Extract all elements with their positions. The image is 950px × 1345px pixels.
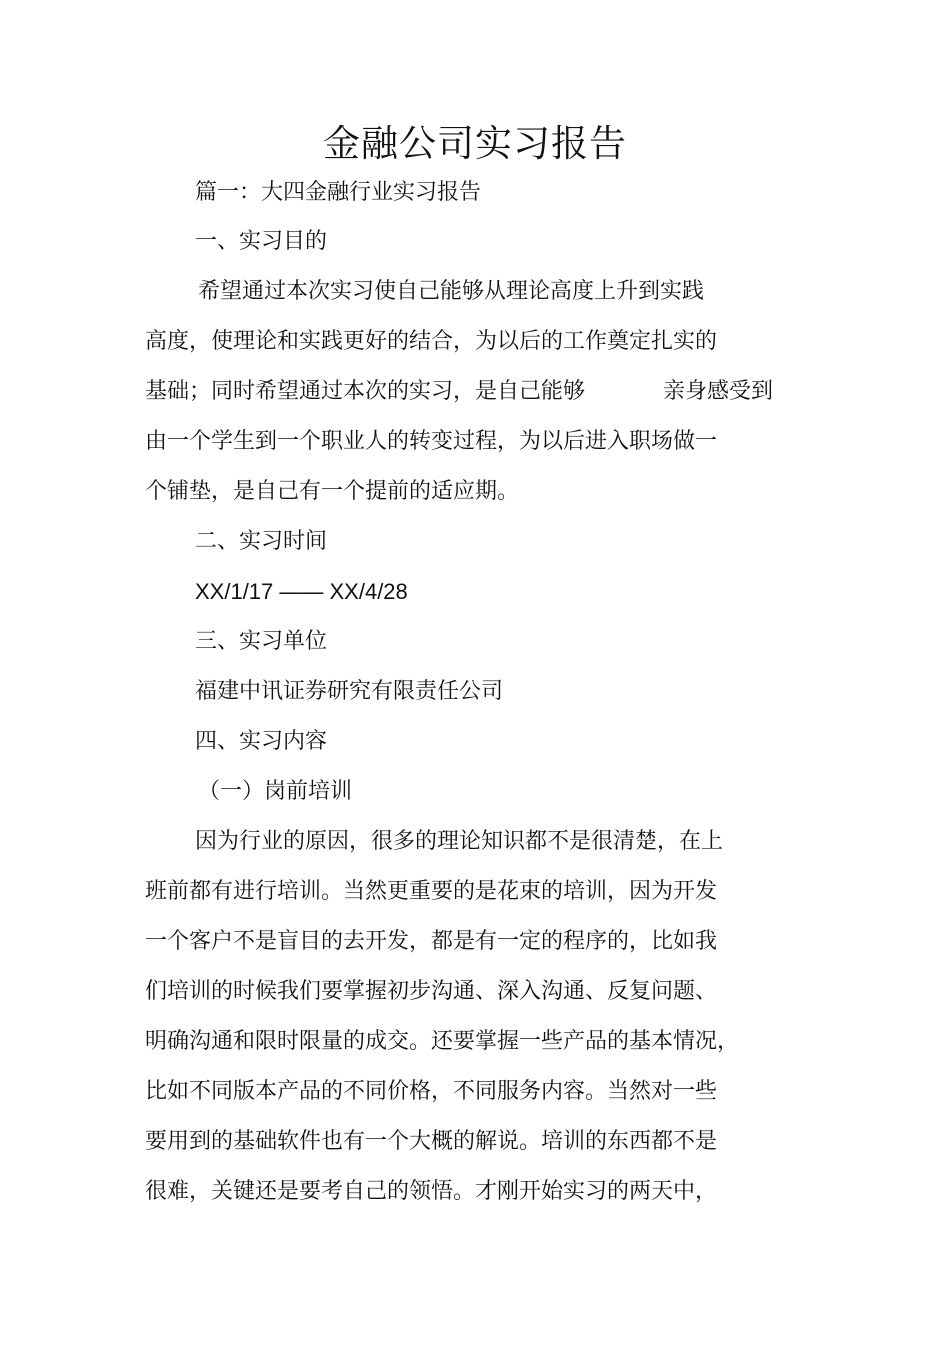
- paragraph-line: 班前都有进行培训。当然更重要的是花束的培训，因为开发: [145, 879, 718, 904]
- paragraph-line: [145, 378, 773, 406]
- company-name: 福建中讯证券研究有限责任公司: [195, 679, 504, 704]
- internship-dates: XX/1/17 —— XX/4/28: [195, 579, 408, 604]
- section-heading-part-one: 篇一：大四金融行业实习报告: [195, 180, 482, 205]
- paragraph-line: 比如不同版本产品的不同价格，不同服务内容。当然对一些: [145, 1079, 718, 1104]
- paragraph-line: 明确沟通和限时限量的成交。还要掌握一些产品的基本情况，: [145, 1029, 740, 1054]
- paragraph-line: 很难，关键还是要考自己的领悟。才刚开始实习的两天中，: [145, 1179, 718, 1204]
- section-heading-unit: 三、实习单位: [195, 629, 328, 654]
- section-heading-content: 四、实习内容: [195, 729, 328, 754]
- paragraph-line: 一个客户不是盲目的去开发，都是有一定的程序的，比如我: [145, 929, 718, 954]
- section-heading-purpose: 一、实习目的: [195, 229, 328, 254]
- document-title: 金融公司实习报告: [323, 122, 627, 165]
- subsection-heading-training: （一）岗前培训: [198, 779, 353, 804]
- paragraph-line-part: 亲身感受到: [663, 379, 774, 404]
- section-heading-time: 二、实习时间: [195, 529, 328, 554]
- paragraph-line: 要用到的基础软件也有一个大概的解说。培训的东西都不是: [145, 1129, 718, 1154]
- paragraph-line: 个铺垫，是自己有一个提前的适应期。: [145, 479, 520, 504]
- paragraph-line-part: 基础；同时希望通过本次的实习，是自己能够: [145, 379, 586, 404]
- paragraph-line: 高度，使理论和实践更好的结合，为以后的工作奠定扎实的: [145, 329, 718, 354]
- paragraph-line: 因为行业的原因，很多的理论知识都不是很清楚，在上: [195, 829, 724, 854]
- paragraph-line: 由一个学生到一个职业人的转变过程，为以后进入职场做一: [145, 429, 718, 454]
- paragraph-line: 们培训的时候我们要掌握初步沟通、深入沟通、反复问题、: [145, 979, 718, 1004]
- paragraph-line: 希望通过本次实习使自己能够从理论高度上升到实践: [198, 279, 705, 304]
